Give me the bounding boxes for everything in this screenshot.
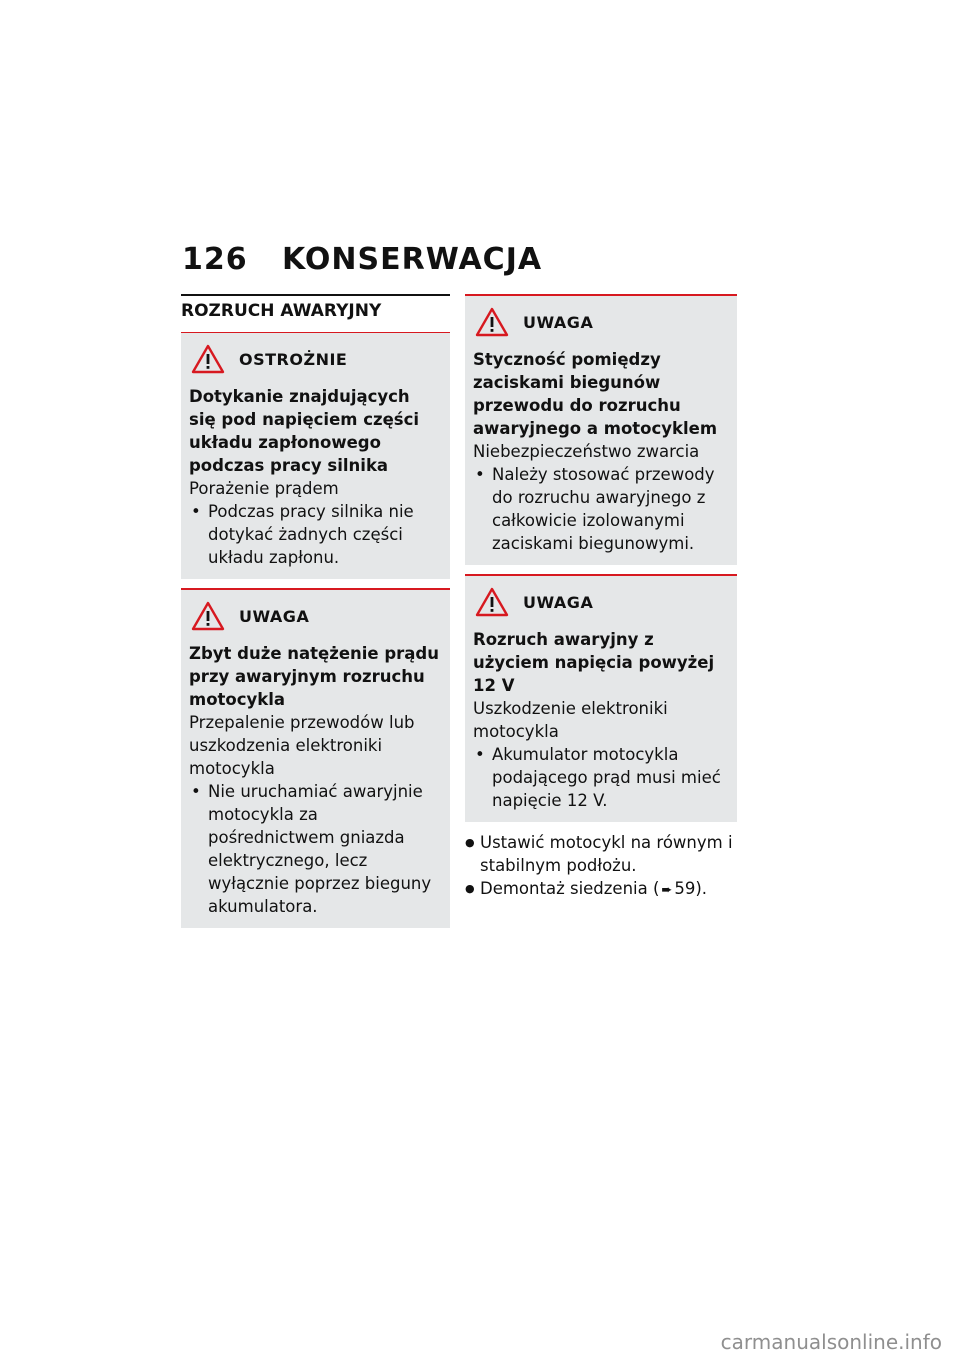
list-item: • Należy stosować przewody do rozruchu awaryjnego z całkowicie izolowanymi zaciskami biegunowymi. (473, 463, 729, 555)
step-text: Ustawić motocykl na równym i stabilnym podłożu. (480, 833, 733, 875)
list-item: • Nie uruchamiać awaryjnie motocykla za pośrednictwem gniazda elektrycznego, lecz wyłącznie poprzez bieguny akumulatora. (189, 780, 442, 918)
page-reference-link[interactable]: 59 (674, 879, 696, 898)
left-column (181, 294, 450, 937)
step-text: Demontaż siedzenia ( (480, 879, 660, 898)
page-header (182, 242, 542, 277)
notice-header (189, 590, 442, 642)
notice-label: UWAGA (239, 606, 310, 626)
notice-consequence: Przepalenie przewodów lub uszkodzenia elektroniki motocykla (189, 713, 415, 778)
page-number: 126 (182, 242, 248, 277)
step-item (465, 877, 737, 902)
right-column (465, 294, 737, 902)
caution-consequence: Porażenie prądem (189, 479, 339, 498)
step-list (465, 831, 737, 902)
notice-box (465, 574, 737, 822)
notice-header (473, 296, 729, 348)
watermark: carmanualsonline.info (720, 1330, 942, 1354)
notice-label: UWAGA (523, 592, 594, 612)
notice-label: UWAGA (523, 312, 594, 332)
list-item: • Podczas pracy silnika nie dotykać żadnych części układu zapłonu. (189, 500, 442, 569)
notice-header (473, 576, 729, 628)
caution-header (189, 333, 442, 385)
step-suffix: ). (695, 879, 708, 898)
arrow-right-icon: ➨ (661, 883, 673, 898)
warning-triangle-icon (191, 344, 225, 374)
section-title: ROZRUCH AWARYJNY (181, 294, 450, 333)
notice-bullets (473, 743, 729, 812)
list-item: • Akumulator motocykla podającego prąd musi mieć napięcie 12 V. (473, 743, 729, 812)
warning-triangle-icon (191, 601, 225, 631)
caution-box (181, 333, 450, 579)
warning-triangle-icon (475, 587, 509, 617)
notice-title: Zbyt duże natężenie prądu przy awaryjnym rozruchu motocykla (189, 644, 439, 709)
notice-title: Styczność pomiędzy zaciskami biegunów przewodu do rozruchu awaryjnego a motocyklem (473, 350, 718, 438)
notice-title: Rozruch awaryjny z użyciem napięcia powyżej 12 V (473, 630, 715, 695)
notice-box (465, 294, 737, 565)
notice-consequence: Niebezpieczeństwo zwarcia (473, 442, 700, 461)
notice-bullets (189, 780, 442, 918)
step-item (465, 831, 737, 877)
caution-title: Dotykanie znajdujących się pod napięciem części układu zapłonowego podczas pracy silnika (189, 387, 420, 475)
caution-label: OSTROŻNIE (239, 349, 348, 369)
warning-triangle-icon (475, 307, 509, 337)
notice-bullets (473, 463, 729, 555)
caution-bullets (189, 500, 442, 569)
notice-box (181, 588, 450, 928)
notice-consequence: Uszkodzenie elektroniki motocykla (473, 699, 668, 741)
chapter-title: KONSERWACJA (282, 242, 543, 277)
